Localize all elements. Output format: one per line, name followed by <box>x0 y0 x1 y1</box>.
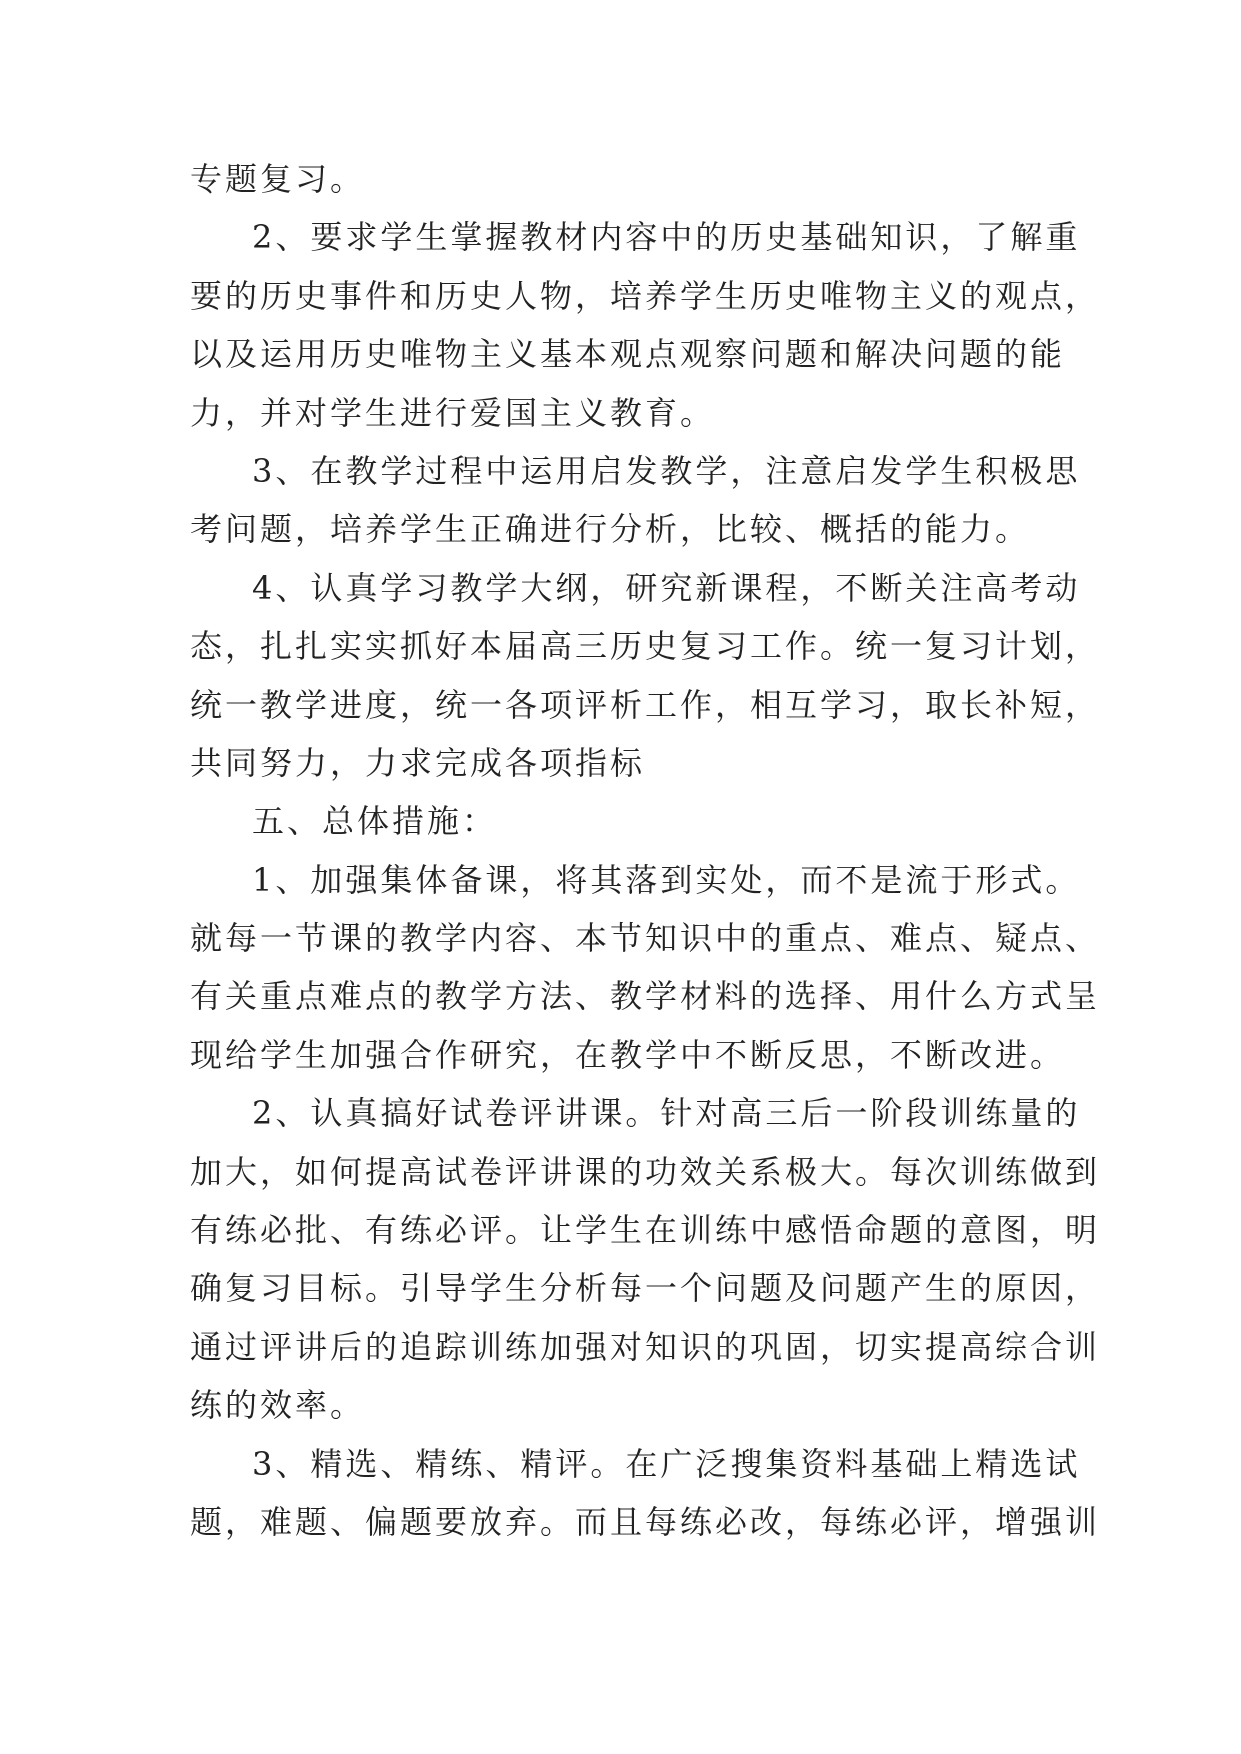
text-line: 统一教学进度，统一各项评析工作，相互学习，取长补短， <box>190 685 1101 724</box>
text-line: 3、精选、精练、精评。在广泛搜集资料基础上精选试 <box>252 1444 1081 1483</box>
text-line: 要的历史事件和历史人物，培养学生历史唯物主义的观点， <box>190 276 1101 315</box>
text-line: 考问题，培养学生正确进行分析，比较、概括的能力。 <box>190 510 1031 549</box>
text-line: 加大，如何提高试卷评讲课的功效关系极大。每次训练做到 <box>190 1152 1101 1191</box>
text-line: 练的效率。 <box>190 1386 366 1425</box>
text-line: 有练必批、有练必评。让学生在训练中感悟命题的意图，明 <box>190 1211 1101 1250</box>
text-line: 题，难题、偏题要放弃。而且每练必改，每练必评，增强训 <box>190 1502 1101 1541</box>
text-line: 2、认真搞好试卷评讲课。针对高三后一阶段训练量的 <box>252 1094 1081 1133</box>
text-line: 通过评讲后的追踪训练加强对知识的巩固，切实提高综合训 <box>190 1327 1101 1366</box>
text-line: 1、加强集体备课，将其落到实处，而不是流于形式。 <box>252 860 1081 899</box>
text-line: 力，并对学生进行爱国主义教育。 <box>190 393 716 432</box>
text-line: 就每一节课的教学内容、本节知识中的重点、难点、疑点、 <box>190 919 1101 958</box>
document-body <box>190 150 1101 1551</box>
text-line: 态，扎扎实实抓好本届高三历史复习工作。统一复习计划， <box>190 627 1101 666</box>
text-line: 2、要求学生掌握教材内容中的历史基础知识，了解重 <box>252 218 1081 257</box>
text-line: 专题复习。 <box>190 160 366 198</box>
text-line: 3、在教学过程中运用启发教学，注意启发学生积极思 <box>252 451 1081 490</box>
text-line: 现给学生加强合作研究，在教学中不断反思，不断改进。 <box>190 1035 1066 1074</box>
section-heading: 五、总体措施： <box>252 802 498 841</box>
text-line: 以及运用历史唯物主义基本观点观察问题和解决问题的能 <box>190 335 1066 374</box>
text-line: 共同努力，力求完成各项指标 <box>190 743 646 782</box>
text-line: 确复习目标。引导学生分析每一个问题及问题产生的原因， <box>190 1269 1101 1308</box>
text-line: 有关重点难点的教学方法、教学材料的选择、用什么方式呈 <box>190 977 1101 1016</box>
text-line: 4、认真学习教学大纲，研究新课程，不断关注高考动 <box>252 568 1081 607</box>
